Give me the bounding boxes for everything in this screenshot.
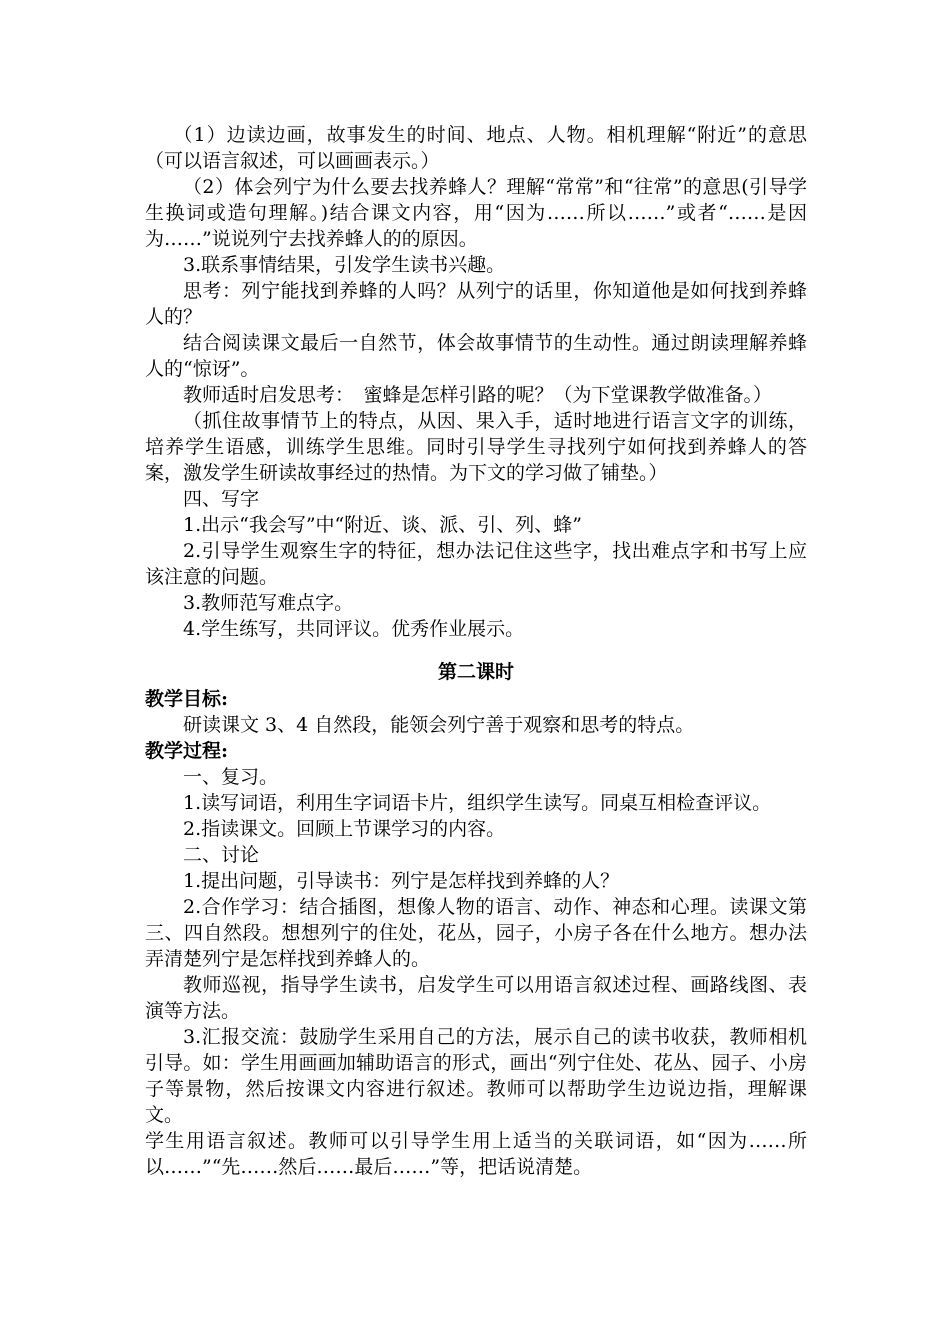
paragraph: 3.教师范写难点字。 [183, 592, 354, 614]
paragraph: 4.学生练写，共同评议。优秀作业展示。 [183, 618, 525, 640]
paragraph: 一、复习。 [183, 766, 279, 788]
paragraph: 教师巡视，指导学生读书，启发学生可以用语言叙述过程、画路线图、表演等方法。 [145, 974, 807, 1022]
goal-heading: 教学目标: [145, 688, 229, 710]
paragraph: （1）边读边画，故事发生的时间、地点、人物。相机理解“附近”的意思（可以语言叙述，可以画画表示。） [145, 124, 807, 172]
paragraph: 学生用语言叙述。教师可以引导学生用上适当的关联词语，如“因为……所以……”“先……然后……最后……”等，把话说清楚。 [145, 1130, 807, 1178]
goal-text: 研读课文 3、4 自然段，能领会列宁善于观察和思考的特点。 [183, 714, 695, 736]
document-page [145, 122, 807, 1180]
process-heading: 教学过程: [145, 740, 229, 762]
paragraph: 2.指读课文。回顾上节课学习的内容。 [183, 818, 506, 840]
lesson-title: 第二课时 [437, 661, 514, 683]
paragraph: 3.汇报交流：鼓励学生采用自己的方法，展示自己的读书收获，教师相机引导。如：学生用画画加辅助语言的形式，画出“列宁住处、花丛、园子、小房子等景物，然后按课文内容进行叙述。教师可以帮助学生边说边指，理解课文。 [145, 1026, 807, 1126]
paragraph: （2）体会列宁为什么要去找养蜂人？理解“常常”和“往常”的意思(引导学生换词或造句理解。)结合课文内容，用“因为……所以……”或者“……是因为……”说说列宁去找养蜂人的的原因。 [145, 176, 807, 250]
paragraph: 1.读写词语，利用生字词语卡片，组织学生读写。同桌互相检查评议。 [183, 792, 772, 814]
paragraph: 二、讨论 [183, 844, 260, 866]
paragraph: 3.联系事情结果，引发学生读书兴趣。 [183, 254, 506, 276]
paragraph: 教师适时启发思考： 蜜蜂是怎样引路的呢？（为下堂课教学做准备。） [183, 384, 773, 406]
paragraph: 1.出示“我会写”中“附近、谈、派、引、列、蜂” [183, 514, 582, 536]
paragraph: 结合阅读课文最后一自然节，体会故事情节的生动性。通过朗读理解养蜂人的“惊讶”。 [145, 332, 807, 380]
section-heading-writing: 四、写字 [183, 488, 260, 510]
paragraph: 2.合作学习：结合插图，想像人物的语言、动作、神态和心理。读课文第三、四自然段。想想列宁的住处，花丛，园子，小房子各在什么地方。想办法弄清楚列宁是怎样找到养蜂人的。 [145, 896, 807, 970]
paragraph: 思考：列宁能找到养蜂的人吗？从列宁的话里，你知道他是如何找到养蜂人的？ [145, 280, 807, 328]
paragraph: 1.提出问题，引导读书：列宁是怎样找到养蜂的人？ [183, 870, 620, 892]
paragraph: 2.引导学生观察生字的特征，想办法记住这些字，找出难点字和书写上应该注意的问题。 [145, 540, 807, 588]
paragraph: （抓住故事情节上的特点，从因、果入手，适时地进行语言文字的训练，培养学生语感，训练学生思维。同时引导学生寻找列宁如何找到养蜂人的答案，激发学生研读故事经过的热情。为下文的学习做了铺垫。） [145, 410, 807, 484]
